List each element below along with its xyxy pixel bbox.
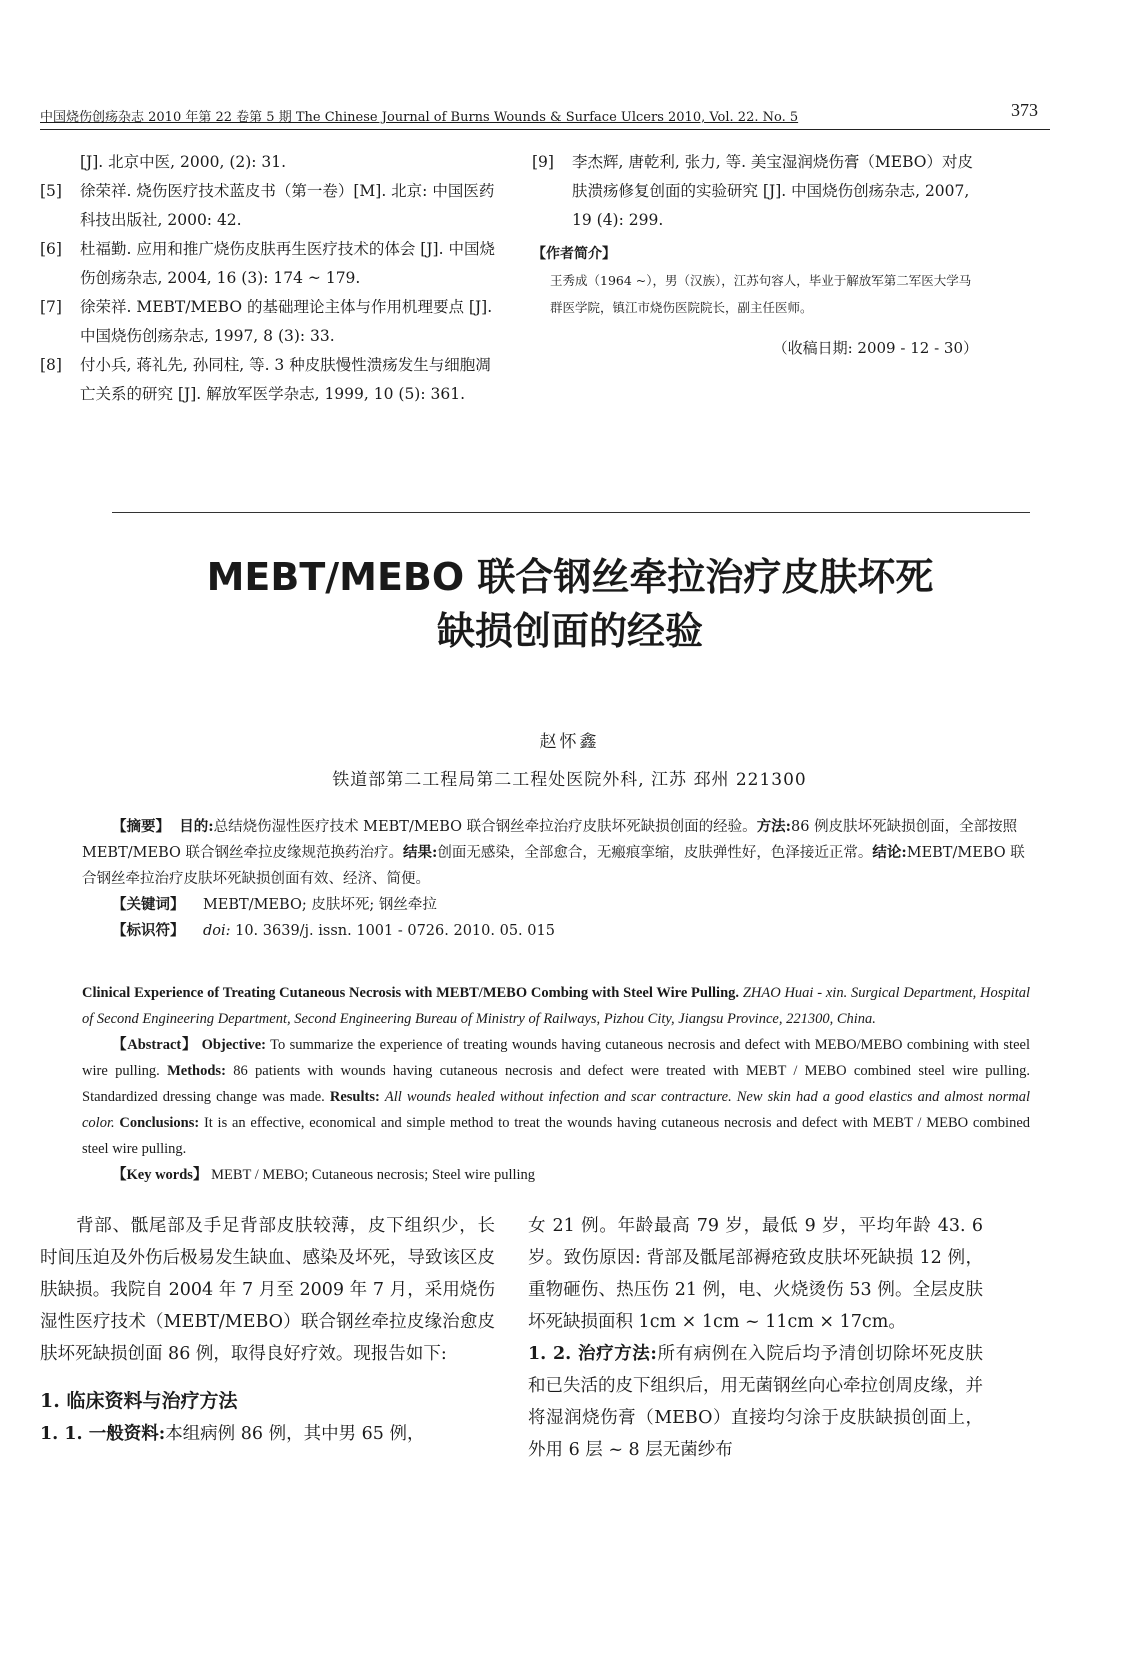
english-author-affiliation: ZHAO Huai - xin. Surgical Department, Hospital of Second Engineering Department, Second Engineering Bureau of Ministry of Railways, Pizhou City, Jiangsu Province, 221300, China. — [82, 985, 1030, 1027]
abstract-en-body: 【Abstract】 Objective: To summarize the experience of treating wounds having cutaneous necrosis and defect with MEBO/MEBO combining with steel wire pulling. Methods: 86 patients with wounds having cutaneous necrosis and defect were treated with MEBT / MEBO combined steel wire pulling. Standardized dressing change was made. Results: All wounds healed without infection and scar contracture. New skin had a good elastics and almost normal color. Conclusions: It is an effective, economical and simple method to treat the wounds having cutaneous necrosis and defect with MEBT / MEBO combined steel wire pulling. — [82, 1037, 1031, 1157]
abstract-cn — [82, 814, 1030, 944]
section-heading: 1. 临床资料与治疗方法 — [40, 1390, 238, 1412]
body-intro-paragraph: 背部、骶尾部及手足背部皮肤较薄，皮下组织少，长时间压迫及外伤后极易发生缺血、感染及坏死，导致该区皮肤缺损。我院自 2004 年 7 月至 2009 年 7 月，采用烧伤湿性医疗技术（MEBT/MEBO）联合钢丝牵拉皮缘治愈皮肤坏死缺损创面 86 例，取得良好疗效。现报告如下: — [40, 1216, 495, 1364]
article-title-line1: MEBT/MEBO 联合钢丝牵拉治疗皮肤坏死 — [206, 555, 934, 599]
abstract-cn-body: 【摘要】 目的:总结烧伤湿性医疗技术 MEBT/MEBO 联合钢丝牵拉治疗皮肤坏死缺损创面的经验。方法:86 例皮肤坏死缺损创面，全部按照 MEBT/MEBO 联合钢丝牵拉皮缘规范换药治疗。结果:创面无感染，全部愈合，无瘢痕挛缩，皮肤弹性好，色泽接近正常。结论:MEBT/MEBO 联合钢丝牵拉治疗皮肤坏死缺损创面有效、经济、简便。 — [82, 818, 1025, 887]
page-number: 373 — [1011, 100, 1038, 120]
reference-item: [9] 李杰辉, 唐乾利, 张力, 等. 美宝湿润烧伤膏（MEBO）对皮肤溃疡修复创面的实验研究 [J]. 中国烧伤创疡杂志, 2007, 19 (4): 299. — [532, 148, 982, 235]
reference-number: [6] — [40, 240, 62, 258]
keywords-en-row: 【Key words】 MEBT / MEBO; Cutaneous necrosis; Steel wire pulling — [112, 1167, 536, 1183]
reference-number: [5] — [40, 182, 62, 200]
english-title: Clinical Experience of Treating Cutaneous Necrosis with MEBT/MEBO Combing with Steel Wire Pulling. — [82, 985, 740, 1001]
article-author: 赵怀鑫 — [539, 732, 600, 752]
reference-item: [7] 徐荣祥. MEBT/MEBO 的基础理论主体与作用机理要点 [J]. 中国烧伤创疡杂志, 1997, 8 (3): 33. — [40, 293, 495, 351]
reference-item: [5] 徐荣祥. 烧伤医疗技术蓝皮书（第一卷）[M]. 北京: 中国医药科技出版社, 2000: 42. — [40, 177, 495, 235]
author-bio-heading: 【作者简介】 — [532, 246, 616, 262]
keywords-cn-row: 【关键词】 MEBT/MEBO; 皮肤坏死; 钢丝牵拉 — [112, 896, 437, 913]
author-bio-text: 王秀成（1964 ~），男（汉族），江苏句容人，毕业于解放军第二军医大学马群医学院，镇江市烧伤医院院长，副主任医师。 — [550, 273, 972, 315]
abstract-en — [82, 980, 1030, 1188]
reference-item: [J]. 北京中医, 2000, (2): 31. — [80, 153, 287, 171]
article-title-line2: 缺损创面的经验 — [436, 609, 703, 653]
abstract-en-heading — [82, 980, 1030, 1032]
references-left — [40, 148, 495, 409]
reference-item: [8] 付小兵, 蒋礼先, 孙同柱, 等. 3 种皮肤慢性溃疡发生与细胞凋亡关系的研究 [J]. 解放军医学杂志, 1999, 10 (5): 361. — [40, 351, 495, 409]
references-right — [532, 148, 982, 358]
identifier-row: 【标识符】 doi: 10. 3639/j. issn. 1001 - 0726. 2010. 05. 015 — [112, 922, 555, 939]
reference-number: [8] — [40, 356, 62, 374]
running-header — [40, 100, 1050, 130]
keywords-cn: MEBT/MEBO; 皮肤坏死; 钢丝牵拉 — [202, 897, 437, 913]
body-left-column — [40, 1210, 495, 1450]
keywords-en: MEBT / MEBO; Cutaneous necrosis; Steel wire pulling — [211, 1167, 536, 1183]
reference-number: [7] — [40, 298, 62, 316]
reference-item: [6] 杜福勤. 应用和推广烧伤皮肤再生医疗技术的体会 [J]. 中国烧伤创疡杂志, 2004, 16 (3): 174 ~ 179. — [40, 235, 495, 293]
body-paragraph: 女 21 例。年龄最高 79 岁，最低 9 岁，平均年龄 43. 6 岁。致伤原因: 背部及骶尾部褥疮致皮肤坏死缺损 12 例，重物砸伤、热压伤 21 例，电、火烧烫伤 53 例。全层皮肤坏死缺损面积 1cm × 1cm ~ 11cm × 17cm。 — [528, 1216, 983, 1332]
body-paragraph: 1. 1. 一般资料:本组病例 86 例，其中男 65 例， — [40, 1424, 425, 1444]
reference-number: [9] — [532, 153, 554, 171]
received-date: （收稿日期: 2009 - 12 - 30） — [772, 339, 978, 357]
doi-value: 10. 3639/j. issn. 1001 - 0726. 2010. 05. 015 — [235, 923, 555, 939]
journal-running-title: 中国烧伤创疡杂志 2010 年第 22 卷第 5 期 The Chinese Journal of Burns Wounds & Surface Ulcers 2010, Vol. 22. No. 5 — [40, 110, 799, 125]
article-affiliation: 铁道部第二工程局第二工程处医院外科, 江苏 邳州 221300 — [332, 770, 807, 790]
body-right-column — [528, 1210, 983, 1466]
section-divider — [112, 512, 1030, 513]
body-paragraph: 1. 2. 治疗方法:所有病例在入院后均予清创切除坏死皮肤和已失活的皮下组织后，用无菌钢丝向心牵拉创周皮缘，并将湿润烧伤膏（MEBO）直接均匀涂于皮肤缺损创面上，外用 6 层 ~ 8 层无菌纱布 — [528, 1344, 983, 1460]
